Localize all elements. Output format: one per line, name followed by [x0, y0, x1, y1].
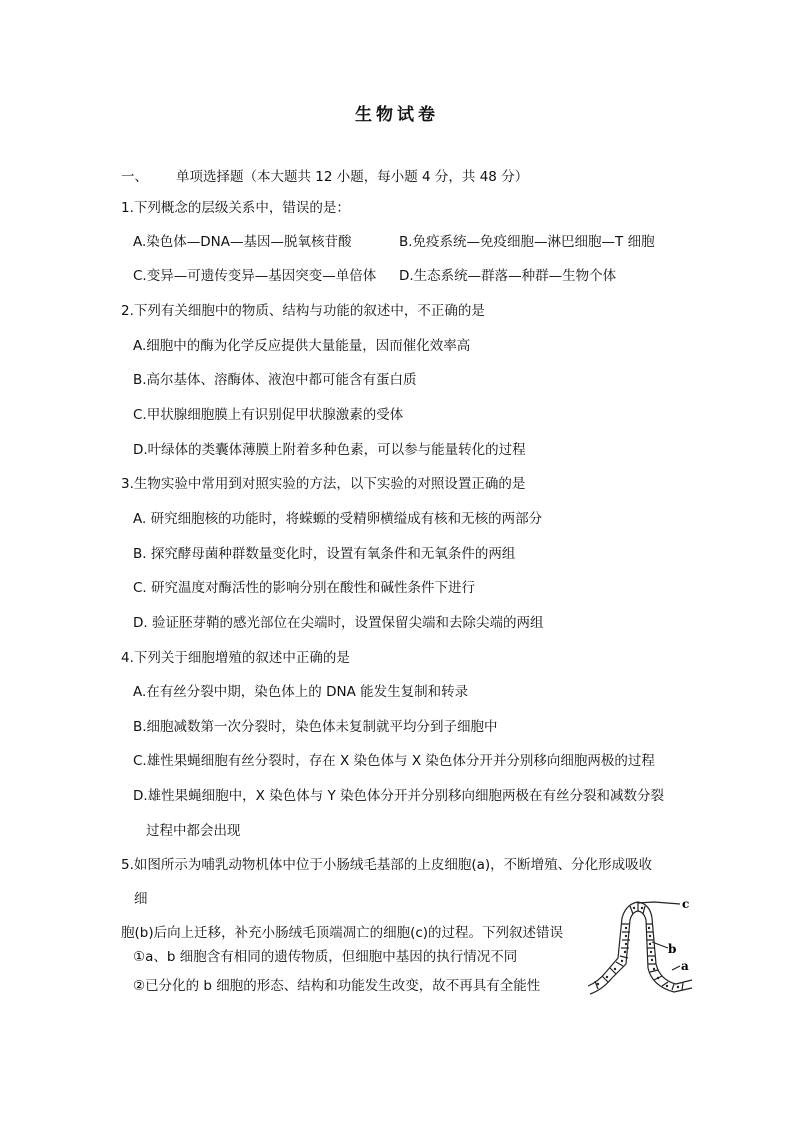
q3-option-d: D. 验证胚芽鞘的感光部位在尖端时，设置保留尖端和去除尖端的两组 [133, 615, 544, 631]
q3-stem: 3.生物实验中常用到对照实验的方法，以下实验的对照设置正确的是 [121, 476, 526, 492]
label-c: c [682, 898, 690, 911]
intestinal-villus-diagram [588, 898, 698, 998]
q2-stem: 2.下列有关细胞中的物质、结构与功能的叙述中，不正确的是 [121, 303, 485, 319]
q2-option-d: D.叶绿体的类囊体薄膜上附着多种色素，可以参与能量转化的过程 [133, 442, 526, 458]
q5-stem-continued: 胞(b)后向上迁移，补充小肠绒毛顶端凋亡的细胞(c)的过程。下列叙述错误 [121, 925, 564, 941]
q4-option-d: D.雄性果蝇细胞中，X 染色体与 Y 染色体分开并分别移向细胞两极在有丝分裂和减数分裂 [133, 788, 665, 804]
q1-stem: 1.下列概念的层级关系中，错误的是： [121, 200, 350, 216]
label-b: b [668, 942, 677, 956]
q3-option-a: A. 研究细胞核的功能时，将蝾螈的受精卵横缢成有核和无核的两部分 [133, 511, 543, 527]
q1-option-c: C.变异—可遗传变异—基因突变—单倍体 [133, 268, 377, 284]
q5-statement-1: ①a、b 细胞含有相同的遗传物质，但细胞中基因的执行情况不同 [133, 949, 518, 965]
q2-option-c: C.甲状腺细胞膜上有识别促甲状腺激素的受体 [133, 407, 404, 423]
section-heading: 单项选择题（本大题共 12 小题，每小题 4 分，共 48 分） [176, 169, 529, 185]
q5-stem-wrap: 细 [134, 891, 148, 907]
q5-stem: 5.如图所示为哺乳动物机体中位于小肠绒毛基部的上皮细胞(a)，不断增殖、分化形成吸收 [121, 857, 653, 873]
q4-option-c: C.雄性果蝇细胞有丝分裂时，存在 X 染色体与 X 染色体分开并分别移向细胞两极的过程 [133, 753, 655, 769]
q4-stem: 4.下列关于细胞增殖的叙述中正确的是 [121, 650, 350, 666]
q3-option-b: B. 探究酵母菌种群数量变化时，设置有氧条件和无氧条件的两组 [133, 546, 516, 562]
q4-option-a: A.在有丝分裂中期，染色体上的 DNA 能发生复制和转录 [133, 684, 469, 700]
q1-option-b: B.免疫系统—免疫细胞—淋巴细胞—T 细胞 [399, 234, 655, 250]
label-a: a [681, 959, 689, 973]
q4-option-b: B.细胞减数第一次分裂时，染色体未复制就平均分到子细胞中 [133, 719, 498, 735]
q2-option-b: B.高尔基体、溶酶体、液泡中都可能含有蛋白质 [133, 372, 417, 388]
q1-option-d: D.生态系统—群落—种群—生物个体 [399, 268, 617, 284]
q5-statement-2: ②已分化的 b 细胞的形态、结构和功能发生改变，故不再具有全能性 [133, 978, 541, 994]
section-number: 一、 [121, 169, 148, 185]
page-title: 生物试卷 [355, 105, 439, 125]
q1-option-a: A.染色体—DNA—基因—脱氧核苷酸 [133, 234, 352, 250]
q3-option-c: C. 研究温度对酶活性的影响分别在酸性和碱性条件下进行 [133, 580, 476, 596]
q2-option-a: A.细胞中的酶为化学反应提供大量能量，因而催化效率高 [133, 338, 471, 354]
q4-option-d-continued: 过程中都会出现 [146, 823, 241, 839]
